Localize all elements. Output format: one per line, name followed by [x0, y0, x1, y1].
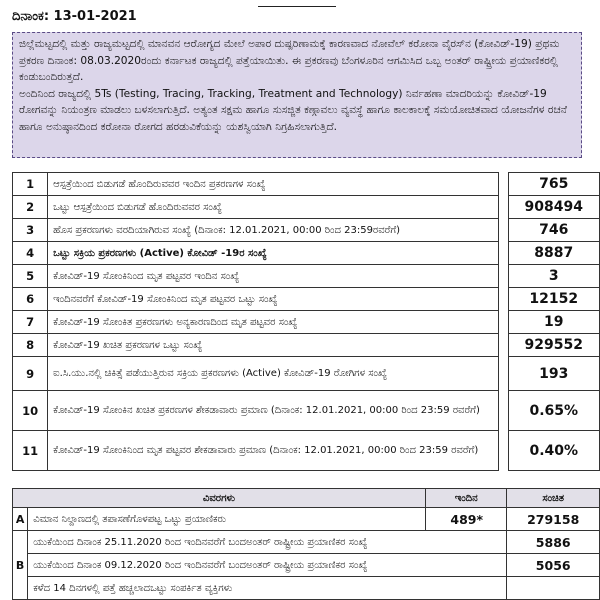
- row-value: 908494: [508, 196, 600, 219]
- header-cumulative: ಸಂಚಿತ: [507, 489, 600, 508]
- row-value: 0.65%: [508, 391, 600, 431]
- row-description: ಕೋವಿಡ್-19 ಸೋಂಕಿನಿಂದ ಮೃತ ಪಟ್ಟವರ ಇಂದಿನ ಸಂಖ್ಯೆ: [48, 265, 499, 288]
- row-number: 2: [13, 196, 48, 219]
- row-number: 1: [13, 173, 48, 196]
- row-number: 5: [13, 265, 48, 288]
- row-number: 6: [13, 288, 48, 311]
- table-row: [13, 508, 600, 531]
- table-header-row: [13, 489, 600, 508]
- travel-table: [12, 488, 600, 600]
- row-gap: [499, 431, 508, 471]
- row-cumulative: 5886: [507, 531, 600, 554]
- report-date: ದಿನಾಂಕ: 13-01-2021: [12, 9, 137, 24]
- table-row: [13, 357, 600, 391]
- intro-paragraph-1: ಜಿಲ್ಲೆಮಟ್ಟದಲ್ಲಿ ಮತ್ತು ರಾಜ್ಯಮಟ್ಟದಲ್ಲಿ ಮಾನವನ ಆರೋಗ್ಯದ ಮೇಲೆ ಅಪಾರ ದುಷ್ಪರಿಣಾಮಕ್ಕೆ ಕಾರಣವಾದ ನೋವೆಲ್ ಕರೋನಾ ವೈರಸ್‌ನ (ಕೋವಿಡ್-19) ಪ್ರಥಮ ಪ್ರಕರಣ ದಿನಾಂಕ: 08.03.2020ರಂದು ಕರ್ನಾಟಕ ರಾಜ್ಯದಲ್ಲಿ ಪತ್ತೆಯಾಯಿತು. ಈ ಪ್ರಕರಣವು ಬೆಂಗಳೂರಿನ ಆಗಮಿಸಿದ ಒಬ್ಬ ಅಂತರ್ ರಾಷ್ಟ್ರೀಯ ಪ್ರಯಾಣಿಕರಲ್ಲಿ ಕಂಡುಬಂದಿರುತ್ತದೆ.: [19, 38, 560, 83]
- row-description: ಒಟ್ಟು ಸಕ್ರಿಯ ಪ್ರಕರಣಗಳು (Active) ಕೋವಿಡ್ -19ರ ಸಂಖ್ಯೆ: [48, 242, 499, 265]
- row-description: ಹೊಸ ಪ್ರಕರಣಗಳು ವರದಿಯಾಗಿರುವ ಸಂಖ್ಯೆ (ದಿನಾಂಕ: 12.01.2021, 00:00 ರಿಂದ 23:59ರವರೆಗೆ): [48, 219, 499, 242]
- table-row: [13, 431, 600, 471]
- row-value: 0.40%: [508, 431, 600, 471]
- row-gap: [499, 288, 508, 311]
- row-value: 746: [508, 219, 600, 242]
- row-letter: A: [13, 508, 28, 531]
- row-description: ವಿಮಾನ ನಿಲ್ದಾಣದಲ್ಲಿ ತಪಾಸಣೆಗೊಳಪಟ್ಟ ಒಟ್ಟು ಪ್ರಯಾಣಿಕರು: [28, 508, 426, 531]
- row-description: ಇಂದಿನವರೆಗೆ ಕೋವಿಡ್-19 ಸೋಂಕಿನಿಂದ ಮೃತ ಪಟ್ಟವರ ಒಟ್ಟು ಸಂಖ್ಯೆ: [48, 288, 499, 311]
- row-gap: [499, 242, 508, 265]
- row-gap: [499, 173, 508, 196]
- table-row: [13, 173, 600, 196]
- row-description: ಯುಕೆಯಿಂದ ದಿನಾಂಕ 09.12.2020 ರಿಂದ ಇಂದಿನವರೆಗೆ ಬಂದಅಂತರ್ ರಾಷ್ಟ್ರೀಯ ಪ್ರಯಾಣಿಕರ ಸಂಖ್ಯೆ: [28, 554, 507, 577]
- stats-table: [12, 172, 600, 471]
- row-description: ಕೋವಿಡ್-19 ಸೋಂಕಿತ ಪ್ರಕರಣಗಳು ಅನ್ಯಕಾರಣದಿಂದ ಮೃತ ಪಟ್ಟವರ ಸಂಖ್ಯೆ: [48, 311, 499, 334]
- row-gap: [499, 196, 508, 219]
- row-value: 193: [508, 357, 600, 391]
- row-description: ಕೋವಿಡ್-19 ಖಚಿತ ಪ್ರಕರಣಗಳ ಒಟ್ಟು ಸಂಖ್ಯೆ: [48, 334, 499, 357]
- row-description: ಯುಕೆಯಿಂದ ದಿನಾಂಕ 25.11.2020 ರಿಂದ ಇಂದಿನವರೆಗೆ ಬಂದಅಂತರ್ ರಾಷ್ಟ್ರೀಯ ಪ್ರಯಾಣಿಕರ ಸಂಖ್ಯೆ: [28, 531, 507, 554]
- row-gap: [499, 357, 508, 391]
- row-value: 929552: [508, 334, 600, 357]
- intro-paragraph-2: ಅಂದಿನಿಂದ ರಾಜ್ಯದಲ್ಲಿ 5Ts (Testing, Tracing, Tracking, Treatment and Technology) ನಿರ್ವಹಣಾ ಮಾದರಿಯನ್ನು ಕೋವಿಡ್-19 ರೋಗವನ್ನು ನಿಯಂತ್ರಣ ಮಾಡಲು ಬಳಸಲಾಗುತ್ತಿದೆ. ಅತ್ಯಂತ ಸಕ್ಷಮ ಹಾಗೂ ಸುಸಜ್ಜಿತ ಕಣ್ಗಾವಲು ವ್ಯವಸ್ಥೆ ಹಾಗೂ ಕಾಲಕಾಲಕ್ಕೆ ಸಮಯೋಚಿತವಾದ ಯೋಜನೆಗಳ ರಚನೆ ಹಾಗೂ ಅನುಷ್ಠಾನದಿಂದ ಕರೋನಾ ರೋಗದ ಹರಡುವಿಕೆಯನ್ನು ಯಶಸ್ವಿಯಾಗಿ ನಿಗ್ರಹಿಸಲಾಗುತ್ತಿದೆ.: [19, 87, 568, 133]
- table-row: [13, 577, 600, 600]
- table-row: [13, 242, 600, 265]
- row-value: 19: [508, 311, 600, 334]
- table-row: [13, 288, 600, 311]
- heading-underline: [258, 0, 336, 7]
- row-gap: [499, 311, 508, 334]
- row-gap: [499, 265, 508, 288]
- row-letter: B: [13, 531, 28, 600]
- table-row: [13, 334, 600, 357]
- table-row: [13, 265, 600, 288]
- row-description: ಕಳೆದ 14 ದಿನಗಳಲ್ಲಿ ಪತ್ತೆ ಹಚ್ಚಲಾದಒಟ್ಟು ಸಂಪರ್ಕಿತ ವ್ಯಕ್ತಿಗಳು: [28, 577, 507, 600]
- row-cumulative: 279158: [507, 508, 600, 531]
- page-heading-area: [0, 0, 600, 8]
- table-row: [13, 391, 600, 431]
- row-number: 3: [13, 219, 48, 242]
- row-gap: [499, 334, 508, 357]
- header-details: ವಿವರಗಳು: [13, 489, 426, 508]
- row-description: ಐ.ಸಿ.ಯು.ನಲ್ಲಿ ಚಿಕಿತ್ಸೆ ಪಡೆಯುತ್ತಿರುವ ಸಕ್ರಿಯ ಪ್ರಕರಣಗಳು (Active) ಕೋವಿಡ್-19 ರೋಗಿಗಳ ಸಂಖ್ಯೆ: [48, 357, 499, 391]
- row-cumulative: [507, 577, 600, 600]
- row-number: 7: [13, 311, 48, 334]
- table-row: [13, 554, 600, 577]
- table-row: [13, 219, 600, 242]
- row-gap: [499, 219, 508, 242]
- row-number: 10: [13, 391, 48, 431]
- table-row: [13, 531, 600, 554]
- row-description: ಒಟ್ಟು ಆಸ್ಪತ್ರೆಯಿಂದ ಬಿಡುಗಡೆ ಹೊಂದಿರುವವರ ಸಂಖ್ಯೆ: [48, 196, 499, 219]
- row-value: 8887: [508, 242, 600, 265]
- intro-box: [12, 32, 582, 158]
- row-number: 8: [13, 334, 48, 357]
- row-value: 765: [508, 173, 600, 196]
- row-description: ಆಸ್ಪತ್ರೆಯಿಂದ ಬಿಡುಗಡೆ ಹೊಂದಿರುವವರ ಇಂದಿನ ಪ್ರಕರಣಗಳ ಸಂಖ್ಯೆ: [48, 173, 499, 196]
- row-value: 12152: [508, 288, 600, 311]
- table-row: [13, 196, 600, 219]
- table-row: [13, 311, 600, 334]
- row-number: 9: [13, 357, 48, 391]
- row-description: ಕೋವಿಡ್-19 ಸೋಂಕಿನ ಖಚಿತ ಪ್ರಕರಣಗಳ ಶೇಕಡಾವಾರು ಪ್ರಮಾಣ (ದಿನಾಂಕ: 12.01.2021, 00:00 ರಿಂದ 23:59 ರವರೆಗೆ): [48, 391, 499, 431]
- row-number: 11: [13, 431, 48, 471]
- row-value: 3: [508, 265, 600, 288]
- row-gap: [499, 391, 508, 431]
- row-cumulative: 5056: [507, 554, 600, 577]
- row-number: 4: [13, 242, 48, 265]
- row-description: ಕೋವಿಡ್-19 ಸೋಂಕಿನಿಂದ ಮೃತ ಪಟ್ಟವರ ಶೇಕಡಾವಾರು ಪ್ರಮಾಣ (ದಿನಾಂಕ: 12.01.2021, 00:00 ರಿಂದ 23:59 ರವರೆಗೆ): [48, 431, 499, 471]
- row-today: 489*: [426, 508, 507, 531]
- header-today: ಇಂದಿನ: [426, 489, 507, 508]
